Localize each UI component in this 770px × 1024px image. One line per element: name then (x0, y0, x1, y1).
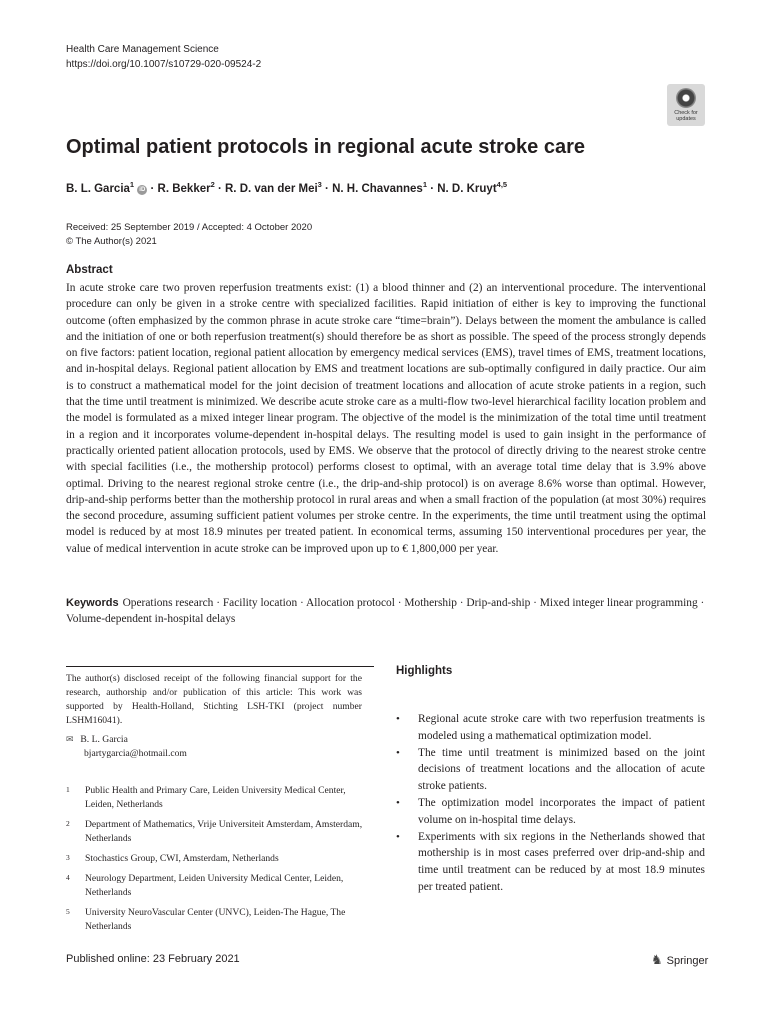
contact-email[interactable]: bjartygarcia@hotmail.com (84, 748, 187, 759)
affiliation-number: 2 (66, 819, 70, 828)
affiliation-item (66, 906, 366, 934)
affiliation-number: 5 (66, 907, 70, 916)
keywords-label: Keywords (66, 597, 119, 609)
highlight-item (396, 711, 705, 745)
highlight-text: Regional acute stroke care with two reperfusion treatments is modeled using a mathematical optimization model. (418, 713, 705, 742)
abstract-heading: Abstract (66, 264, 113, 276)
publisher-logo (651, 953, 708, 968)
check-for-updates-badge[interactable] (667, 84, 705, 126)
affiliation-text: Neurology Department, Leiden University Medical Center, Leiden, Netherlands (85, 873, 344, 898)
author-affiliation-sup: 2 (210, 180, 215, 189)
footnote-divider (66, 666, 374, 667)
highlights-list (396, 711, 705, 896)
author-name: B. L. Garcia (66, 182, 130, 195)
affiliation-item (66, 852, 366, 866)
corresponding-author (66, 733, 187, 761)
keywords-list: Operations research · Facility location · Allocation protocol · Mothership · Drip-and-ship · Mixed integer linear programming · Volume-dependent in-hospital delays (66, 597, 705, 626)
affiliation-text: Department of Mathematics, Vrije Universiteit Amsterdam, Amsterdam, Netherlands (85, 819, 363, 844)
affiliation-text: Stochastics Group, CWI, Amsterdam, Netherlands (85, 853, 279, 864)
paper-title: Optimal patient protocols in regional acute stroke care (66, 136, 586, 158)
bullet-icon: • (396, 746, 400, 759)
affiliation-text: University NeuroVascular Center (UNVC), Leiden-The Hague, The Netherlands (85, 907, 346, 932)
highlight-item (396, 745, 705, 795)
author-name: R. D. van der Mei (225, 182, 318, 195)
highlight-text: The optimization model incorporates the impact of patient volume on in-hospital time delays. (418, 796, 705, 826)
author-affiliation-sup: 1 (129, 180, 135, 189)
badge-label-line1: Check for (674, 110, 698, 116)
author-name: N. H. Chavannes (332, 182, 423, 195)
highlight-text: The time until treatment is minimized based on the joint decisions of treatment locations and the allocation of acute stroke patients. (418, 746, 705, 793)
published-online-date: Published online: 23 February 2021 (66, 953, 240, 965)
affiliation-item (66, 818, 366, 846)
author-affiliation-sup: 3 (317, 180, 322, 189)
keywords-section (66, 595, 706, 628)
received-accepted-dates: Received: 25 September 2019 / Accepted: 4 October 2020 (66, 222, 313, 233)
publication-dates (66, 221, 312, 249)
springer-horse-icon: ♞ (651, 953, 663, 968)
affiliation-text: Public Health and Primary Care, Leiden University Medical Center, Leiden, Netherlands (85, 785, 346, 810)
abstract-body: In acute stroke care two proven reperfusion treatments exist: (1) a blood thinner and (2) an interventional procedure. The interventional procedure can only be given in a stroke centre with specialized facilities. Rapid initiation of either is key to improving the functional outcome (often emphasized by the common phrase in acute stroke care “time=brain”). Delays between the moment the ambulance is called and the initiation of one or both reperfusion treatment(s) should therefore be as short as possible. The speed of the process strongly depends on five factors: patient location, regional patient allocation by emergency medical services (EMS), travel times of EMS, treatment locations, and in-hospital delays. Regional patient allocation by EMS and treatment locations are sub-optimally configured in daily practice. Our aim is to construct a mathematical model for the joint decision of treatment locations and allocation of acute stroke patients in a region, such that the time until treatment is minimized. We describe acute stroke care as a multi-flow two-level hierarchical facility location problem and the model is formulated as a mixed integer linear program. The objective of the model is the minimization of the total time until treatment in a region and it incorporates volume-dependent in-hospital delays. The resulting model is used to gain insight in the performance of practically oriented patient allocation protocols, used by EMS. We observe that the protocol of directly driving to the nearest stroke centre with special facilities (i.e., the mothership protocol) performs closest to optimal, with an average total time delay that is 3.9% above optimal. Driving to the nearest regional stroke centre (i.e., the drip-and-ship protocol) is on average 8.6% worse than optimal. However, drip-and-ship performs better than the mothership protocol in rural areas and when a small fraction of the population (at most 30%) requires the second procedure, assuming sufficient patient volumes per stroke centre. In the experiments, the time until treatment using the optimal model is reduced by at most 18.9 minutes per treated patient. In economical terms, assuming 150 interventional procedures per year, the value of medical intervention in acute stroke can be improved upon up to € 1,800,000 per year. (66, 282, 706, 555)
author-affiliation-sup: 4,5 (496, 180, 508, 189)
crossmark-icon (676, 88, 696, 108)
author-name: R. Bekker (157, 182, 211, 195)
doi-link[interactable]: https://doi.org/10.1007/s10729-020-09524-2 (66, 59, 262, 70)
affiliation-number: 3 (66, 853, 70, 862)
author-list: B. L. Garcia$^1$ iD · R. Bekker$^2$ · R. D. van der Mei$^3$ · N. H. Chavannes$^1$ · N. D. Kruyt$^{4,5}$ (66, 180, 508, 195)
affiliations-list (66, 784, 366, 940)
highlights-heading: Highlights (396, 665, 453, 677)
bullet-icon: • (396, 830, 400, 843)
contact-name: B. L. Garcia (80, 734, 128, 745)
orcid-icon[interactable]: iD (139, 186, 146, 193)
author-name: N. D. Kruyt (437, 182, 497, 195)
affiliation-number: 4 (66, 873, 70, 882)
highlight-text: Experiments with six regions in the Netherlands showed that mothership is in most cases preferred over drip-and-ship and time until treatment can be reduced by at most 18.9 minutes per treated patient. (418, 830, 705, 893)
envelope-icon: ✉ (66, 735, 74, 745)
publisher-name: Springer (666, 954, 709, 967)
funding-footnote: The author(s) disclosed receipt of the following financial support for the research, authorship and/or publication of this article: This work was supported by Health-Holland, Stichting LSH-TKI (project number LSHM16041). (66, 673, 362, 726)
copyright-line: © The Author(s) 2021 (66, 236, 157, 247)
affiliation-number: 1 (66, 785, 70, 794)
bullet-icon: • (396, 796, 400, 809)
highlight-item (396, 829, 705, 896)
highlight-item (396, 795, 705, 829)
journal-header (66, 42, 261, 72)
badge-label-line2: updates (676, 116, 696, 122)
bullet-icon: • (396, 713, 400, 725)
affiliation-item (66, 784, 366, 812)
affiliation-item (66, 872, 366, 900)
author-affiliation-sup: 1 (422, 180, 427, 189)
journal-name: Health Care Management Science (66, 44, 219, 55)
